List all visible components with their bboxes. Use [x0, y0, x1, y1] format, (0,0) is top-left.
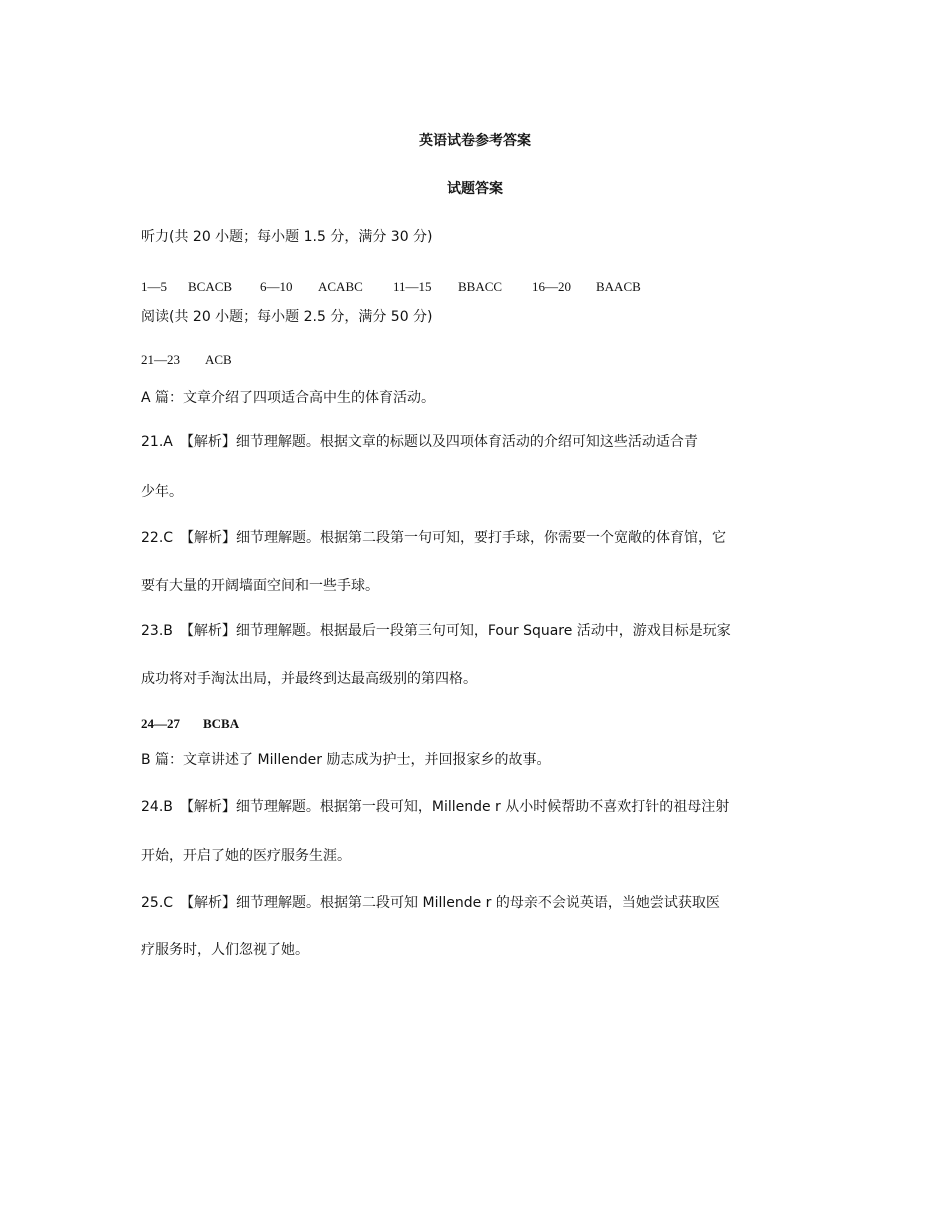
page-title: 英语试卷参考答案 [419, 133, 531, 149]
q23-line-1: 23.B 【解析】细节理解题。根据最后一段第三句可知，Four Square 活动中，游戏目标是玩家 [141, 623, 731, 639]
answer-keys: BCACB [188, 279, 233, 294]
passage-b-intro: B 篇：文章讲述了 Millender 励志成为护士，并回报家乡的故事。 [141, 752, 551, 768]
answer-keys: ACABC [318, 279, 363, 294]
answer-keys: ACB [205, 352, 232, 367]
section-title: 试题答案 [447, 181, 503, 197]
reading-answers-1 [141, 351, 232, 369]
listening-answers [141, 278, 641, 296]
reading-heading: 阅读(共 20 小题；每小题 2.5 分，满分 50 分) [141, 309, 433, 325]
listening-heading: 听力(共 20 小题；每小题 1.5 分，满分 30 分) [141, 229, 433, 245]
answer-range: 21—23 [141, 352, 180, 367]
q25-line-1: 25.C 【解析】细节理解题。根据第二段可知 Millende r 的母亲不会说英语，当她尝试获取医 [141, 895, 720, 911]
answer-range: 1—5 [141, 279, 167, 294]
q24-line-1: 24.B 【解析】细节理解题。根据第一段可知，Millende r 从小时候帮助不喜欢打针的祖母注射 [141, 799, 730, 815]
answer-keys: BBACC [458, 279, 503, 294]
answer-range: 24—27 [141, 716, 180, 731]
answer-range: 16—20 [532, 279, 571, 294]
q24-line-2: 开始，开启了她的医疗服务生涯。 [141, 848, 351, 864]
q21-line-2: 少年。 [141, 484, 183, 500]
answer-keys: BCBA [203, 716, 240, 731]
q21-line-1: 21.A 【解析】细节理解题。根据文章的标题以及四项体育活动的介绍可知这些活动适合青 [141, 434, 698, 450]
q22-line-2: 要有大量的开阔墙面空间和一些手球。 [141, 578, 379, 594]
q22-line-1: 22.C 【解析】细节理解题。根据第二段第一句可知，要打手球，你需要一个宽敞的体育馆，它 [141, 530, 727, 546]
reading-answers-2 [141, 715, 239, 733]
q25-line-2: 疗服务时，人们忽视了她。 [141, 942, 309, 958]
passage-a-intro: A 篇：文章介绍了四项适合高中生的体育活动。 [141, 390, 436, 406]
answer-keys: BAACB [596, 279, 641, 294]
answer-range: 11—15 [393, 279, 432, 294]
answer-range: 6—10 [260, 279, 293, 294]
q23-line-2: 成功将对手淘汰出局，并最终到达最高级别的第四格。 [141, 671, 477, 687]
